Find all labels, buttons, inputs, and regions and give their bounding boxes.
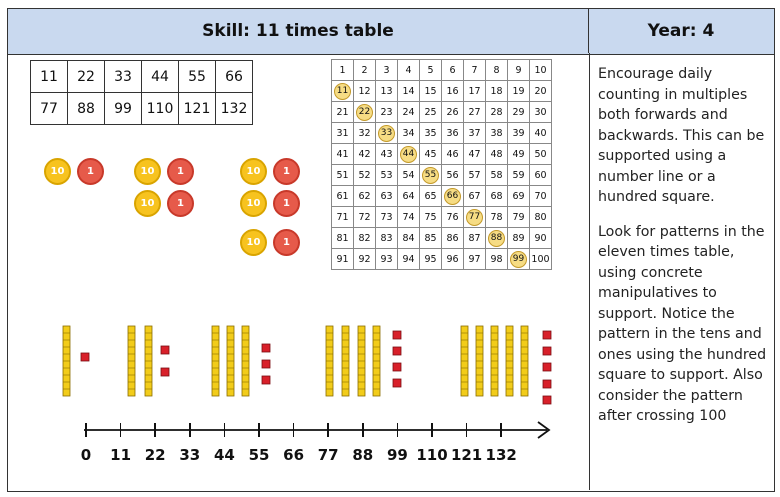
hundred-square-cell: 98 bbox=[486, 249, 508, 270]
hundred-square-cell: 21 bbox=[332, 102, 354, 123]
hundred-square-cell: 49 bbox=[508, 144, 530, 165]
hundred-square-cell: 59 bbox=[508, 165, 530, 186]
hundred-square-cell: 85 bbox=[420, 228, 442, 249]
multiples-cell: 121 bbox=[179, 93, 216, 125]
hundred-square-cell: 9 bbox=[508, 60, 530, 81]
hundred-square-cell: 38 bbox=[486, 123, 508, 144]
hundred-square-cell: 56 bbox=[442, 165, 464, 186]
number-line-tick bbox=[431, 423, 433, 437]
hundred-square-cell: 53 bbox=[376, 165, 398, 186]
number-line-label: 121 bbox=[450, 446, 483, 464]
hundred-square-cell: 75 bbox=[420, 207, 442, 228]
hundred-square-cell: 79 bbox=[508, 207, 530, 228]
number-line-label: 132 bbox=[485, 446, 517, 464]
hundred-square-cell: 91 bbox=[332, 249, 354, 270]
hundred-square-cell: 23 bbox=[376, 102, 398, 123]
number-line-label: 33 bbox=[179, 446, 201, 464]
hundred-square-cell: 18 bbox=[486, 81, 508, 102]
multiples-cell: 132 bbox=[216, 93, 253, 125]
highlighted-multiple: 55 bbox=[422, 167, 439, 184]
hundred-square-cell: 45 bbox=[420, 144, 442, 165]
number-line-tick bbox=[224, 423, 226, 437]
hundred-square-cell: 72 bbox=[354, 207, 376, 228]
one-counter: 1 bbox=[77, 158, 104, 185]
hundred-square-cell bbox=[354, 102, 376, 123]
hundred-square-cell: 87 bbox=[464, 228, 486, 249]
hundred-square-cell: 34 bbox=[398, 123, 420, 144]
number-line-tick bbox=[500, 423, 502, 437]
one-counter: 1 bbox=[273, 229, 300, 256]
multiples-cell: 77 bbox=[31, 93, 68, 125]
hundred-square-cell: 4 bbox=[398, 60, 420, 81]
ten-counter: 10 bbox=[240, 158, 267, 185]
column-divider bbox=[589, 53, 590, 490]
hundred-square-cell bbox=[486, 228, 508, 249]
hundred-square-cell: 47 bbox=[464, 144, 486, 165]
hundred-square-cell: 94 bbox=[398, 249, 420, 270]
number-line-tick bbox=[85, 423, 87, 437]
hundred-square-cell bbox=[376, 123, 398, 144]
number-line-tick bbox=[362, 423, 364, 437]
year-label: Year: 4 bbox=[647, 21, 715, 41]
multiples-cell: 99 bbox=[105, 93, 142, 125]
hundred-square-cell bbox=[464, 207, 486, 228]
number-line-tick bbox=[293, 423, 295, 437]
hundred-square-cell: 84 bbox=[398, 228, 420, 249]
number-line-label: 0 bbox=[80, 446, 92, 464]
ten-counter: 10 bbox=[44, 158, 71, 185]
hundred-square-cell: 69 bbox=[508, 186, 530, 207]
highlighted-multiple: 77 bbox=[466, 209, 483, 226]
hundred-square-cell: 96 bbox=[442, 249, 464, 270]
hundred-square-cell: 82 bbox=[354, 228, 376, 249]
highlighted-multiple: 11 bbox=[334, 83, 351, 100]
hundred-square-cell bbox=[508, 249, 530, 270]
hundred-square-cell: 51 bbox=[332, 165, 354, 186]
highlighted-multiple: 88 bbox=[488, 230, 505, 247]
hundred-square-cell: 78 bbox=[486, 207, 508, 228]
hundred-square-cell: 97 bbox=[464, 249, 486, 270]
number-line-tick bbox=[397, 423, 399, 437]
hundred-square-cell bbox=[332, 81, 354, 102]
hundred-square-cell: 19 bbox=[508, 81, 530, 102]
ten-counter: 10 bbox=[240, 229, 267, 256]
hundred-square-cell: 48 bbox=[486, 144, 508, 165]
hundred-square-cell: 73 bbox=[376, 207, 398, 228]
hundred-square-cell: 65 bbox=[420, 186, 442, 207]
ten-counter: 10 bbox=[240, 190, 267, 217]
header-bar bbox=[8, 9, 774, 55]
hundred-square-cell: 8 bbox=[486, 60, 508, 81]
hundred-square-cell: 68 bbox=[486, 186, 508, 207]
teacher-notes bbox=[598, 64, 770, 441]
hundred-square-cell: 67 bbox=[464, 186, 486, 207]
multiples-table bbox=[30, 60, 253, 125]
highlighted-multiple: 99 bbox=[510, 251, 527, 268]
multiples-cell: 44 bbox=[142, 61, 179, 93]
hundred-square-cell: 62 bbox=[354, 186, 376, 207]
hundred-square-cell: 12 bbox=[354, 81, 376, 102]
ten-counter: 10 bbox=[134, 190, 161, 217]
hundred-square-cell: 54 bbox=[398, 165, 420, 186]
hundred-square-cell: 100 bbox=[530, 249, 552, 270]
hundred-square-cell: 95 bbox=[420, 249, 442, 270]
hundred-square-cell: 5 bbox=[420, 60, 442, 81]
multiples-cell: 33 bbox=[105, 61, 142, 93]
hundred-square-cell: 80 bbox=[530, 207, 552, 228]
number-line-label: 99 bbox=[386, 446, 408, 464]
hundred-square-cell: 61 bbox=[332, 186, 354, 207]
number-line-label: 77 bbox=[317, 446, 339, 464]
number-line-tick bbox=[327, 423, 329, 437]
skill-title: Skill: 11 times table bbox=[8, 9, 589, 53]
hundred-square-cell: 42 bbox=[354, 144, 376, 165]
hundred-square-cell: 26 bbox=[442, 102, 464, 123]
hundred-square-cell: 43 bbox=[376, 144, 398, 165]
one-counter: 1 bbox=[167, 158, 194, 185]
hundred-square-cell: 52 bbox=[354, 165, 376, 186]
number-line-tick bbox=[120, 423, 122, 437]
hundred-square-cell: 50 bbox=[530, 144, 552, 165]
hundred-square-cell: 10 bbox=[530, 60, 552, 81]
hundred-square-cell: 74 bbox=[398, 207, 420, 228]
hundred-square-cell: 24 bbox=[398, 102, 420, 123]
hundred-square-cell: 31 bbox=[332, 123, 354, 144]
multiples-cell: 66 bbox=[216, 61, 253, 93]
number-line-label: 44 bbox=[213, 446, 235, 464]
number-line-label: 66 bbox=[283, 446, 305, 464]
notes-paragraph-1: Encourage daily counting in multiples both forwards and backwards. This can be supported using a number line or a hundred square. bbox=[598, 66, 765, 205]
hundred-square-cell: 39 bbox=[508, 123, 530, 144]
hundred-square-cell: 32 bbox=[354, 123, 376, 144]
hundred-square-cell: 60 bbox=[530, 165, 552, 186]
hundred-square-cell bbox=[420, 165, 442, 186]
hundred-square-cell: 57 bbox=[464, 165, 486, 186]
one-counter: 1 bbox=[167, 190, 194, 217]
number-line-label: 55 bbox=[248, 446, 270, 464]
hundred-square-cell: 86 bbox=[442, 228, 464, 249]
hundred-square-cell: 36 bbox=[442, 123, 464, 144]
number-line-label: 11 bbox=[110, 446, 132, 464]
hundred-square-cell: 58 bbox=[486, 165, 508, 186]
hundred-square-cell: 7 bbox=[464, 60, 486, 81]
one-counter: 1 bbox=[273, 190, 300, 217]
hundred-square-cell: 64 bbox=[398, 186, 420, 207]
hundred-square-cell: 90 bbox=[530, 228, 552, 249]
hundred-square bbox=[331, 59, 552, 270]
hundred-square-cell: 3 bbox=[376, 60, 398, 81]
highlighted-multiple: 66 bbox=[444, 188, 461, 205]
hundred-square-cell: 20 bbox=[530, 81, 552, 102]
hundred-square-cell: 46 bbox=[442, 144, 464, 165]
number-line-tick bbox=[154, 423, 156, 437]
hundred-square-cell: 13 bbox=[376, 81, 398, 102]
hundred-square-cell: 25 bbox=[420, 102, 442, 123]
hundred-square-cell: 29 bbox=[508, 102, 530, 123]
number-line-tick bbox=[466, 423, 468, 437]
number-line-tick bbox=[258, 423, 260, 437]
hundred-square-cell: 92 bbox=[354, 249, 376, 270]
hundred-square-cell: 76 bbox=[442, 207, 464, 228]
number-line-label: 22 bbox=[144, 446, 166, 464]
hundred-square-cell: 89 bbox=[508, 228, 530, 249]
hundred-square-cell: 93 bbox=[376, 249, 398, 270]
hundred-square-cell: 83 bbox=[376, 228, 398, 249]
multiples-cell: 88 bbox=[68, 93, 105, 125]
hundred-square-cell: 15 bbox=[420, 81, 442, 102]
hundred-square-cell: 81 bbox=[332, 228, 354, 249]
hundred-square-cell: 40 bbox=[530, 123, 552, 144]
hundred-square-cell: 1 bbox=[332, 60, 354, 81]
hundred-square-cell: 71 bbox=[332, 207, 354, 228]
multiples-cell: 22 bbox=[68, 61, 105, 93]
ten-counter: 10 bbox=[134, 158, 161, 185]
highlighted-multiple: 44 bbox=[400, 146, 417, 163]
hundred-square-cell: 16 bbox=[442, 81, 464, 102]
number-line-label: 110 bbox=[416, 446, 448, 464]
hundred-square-cell: 28 bbox=[486, 102, 508, 123]
highlighted-multiple: 33 bbox=[378, 125, 395, 142]
multiples-cell: 11 bbox=[31, 61, 68, 93]
hundred-square-cell: 17 bbox=[464, 81, 486, 102]
hundred-square-cell: 37 bbox=[464, 123, 486, 144]
hundred-square-cell: 14 bbox=[398, 81, 420, 102]
hundred-square-cell: 6 bbox=[442, 60, 464, 81]
notes-paragraph-2: Look for patterns in the eleven times table, using concrete manipulatives to support. Notice the pattern in the tens and ones using the hundred square to support. Also consider the pattern after crossing 100 bbox=[598, 223, 767, 424]
one-counter: 1 bbox=[273, 158, 300, 185]
hundred-square-cell bbox=[442, 186, 464, 207]
hundred-square-cell: 41 bbox=[332, 144, 354, 165]
hundred-square-cell: 30 bbox=[530, 102, 552, 123]
hundred-square-cell: 2 bbox=[354, 60, 376, 81]
number-line-label: 88 bbox=[352, 446, 374, 464]
hundred-square-cell: 63 bbox=[376, 186, 398, 207]
multiples-cell: 110 bbox=[142, 93, 179, 125]
number-line-tick bbox=[189, 423, 191, 437]
hundred-square-cell: 27 bbox=[464, 102, 486, 123]
multiples-cell: 55 bbox=[179, 61, 216, 93]
hundred-square-cell: 35 bbox=[420, 123, 442, 144]
hundred-square-cell bbox=[398, 144, 420, 165]
highlighted-multiple: 22 bbox=[356, 104, 373, 121]
hundred-square-cell: 70 bbox=[530, 186, 552, 207]
